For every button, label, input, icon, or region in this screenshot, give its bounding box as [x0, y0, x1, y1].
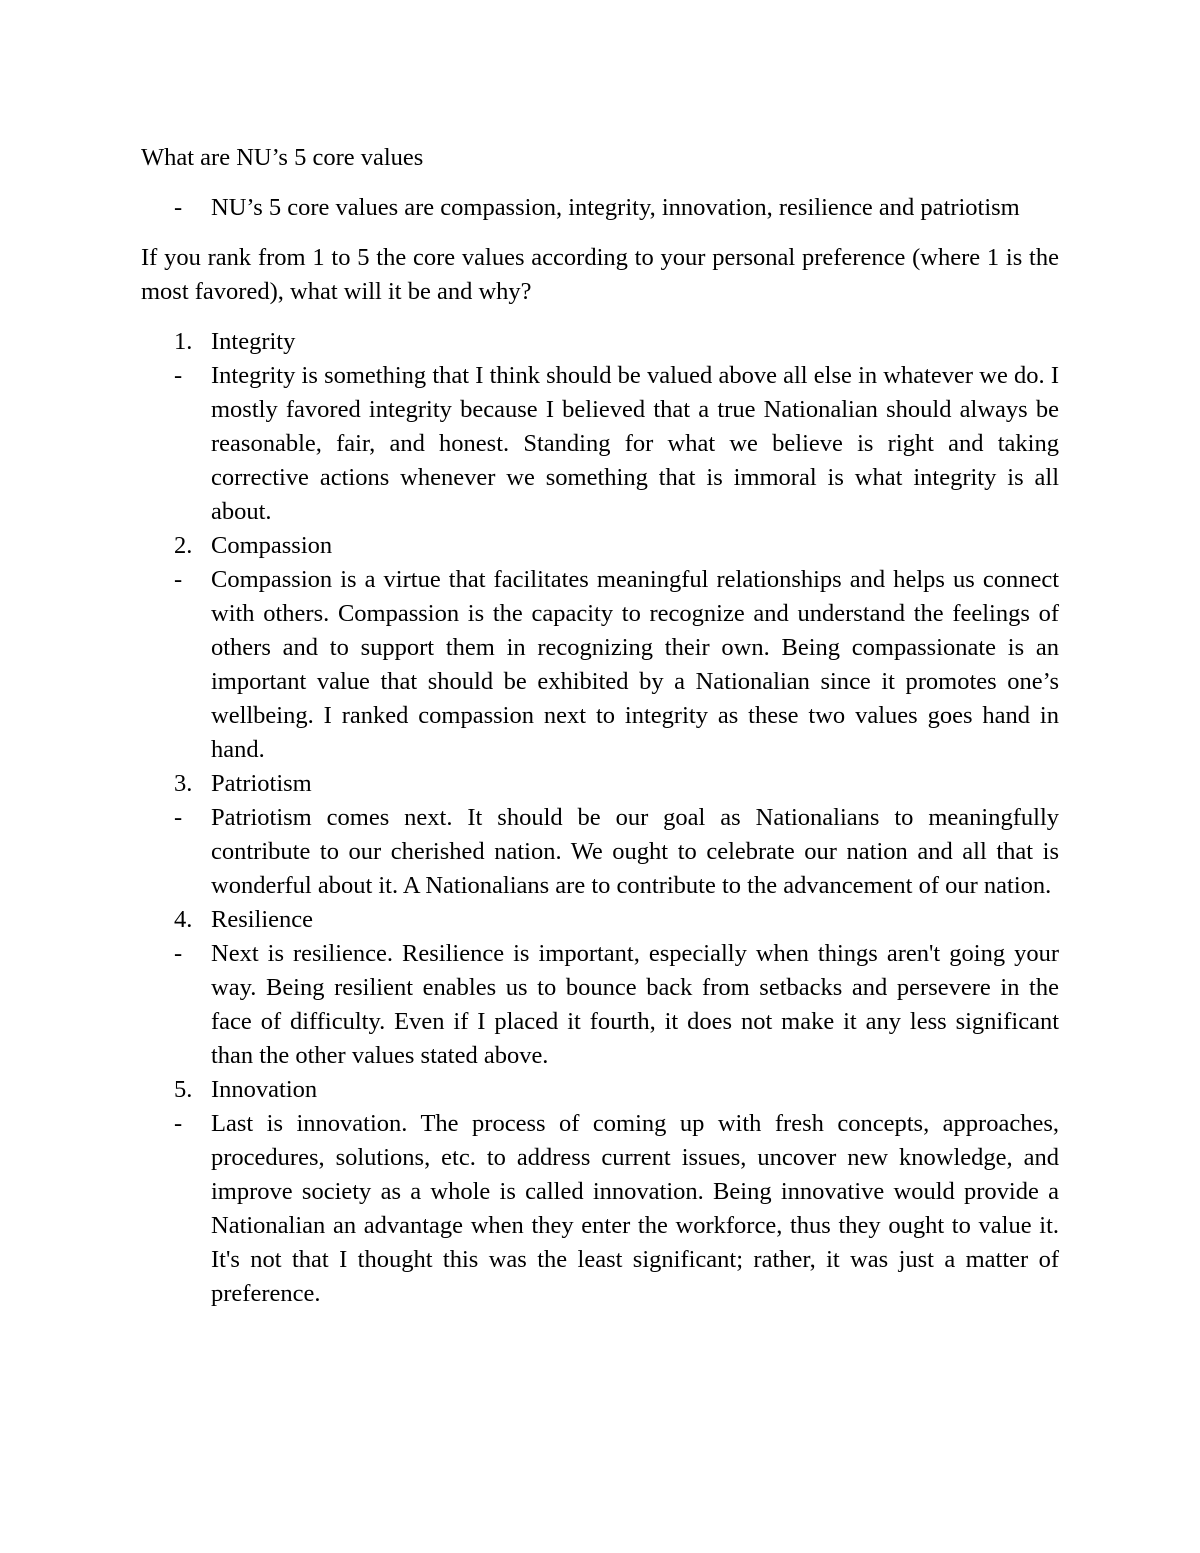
- ranked-value-title: [141, 1073, 1059, 1107]
- rank-number: 5.: [174, 1076, 193, 1103]
- rank-explanation-text: Compassion is a virtue that facilitates meaningful relationships and helps us connect with others. Compassion is the capacity to recognize and understand the feelings of others and to support them in recognizing their own. Being compassionate is an important value that should be exhibited by a Nationalian since it promotes one’s wellbeing. I ranked compassion next to integrity as these two values goes hand in hand.: [211, 566, 1059, 763]
- ranked-value-explanation: [141, 1107, 1059, 1311]
- dash-bullet: -: [174, 1110, 183, 1137]
- rank-number: 2.: [174, 532, 193, 559]
- ranked-value-explanation: [141, 801, 1059, 903]
- ranked-value-title: [141, 325, 1059, 359]
- ranked-value-explanation: [141, 937, 1059, 1073]
- question-1-text: What are NU’s 5 core values: [141, 144, 424, 171]
- rank-number: 3.: [174, 770, 193, 797]
- dash-bullet: -: [174, 804, 183, 831]
- ranked-values-list: [141, 325, 1059, 1311]
- rank-title-text: Patriotism: [211, 770, 312, 797]
- dash-bullet: -: [174, 566, 183, 593]
- rank-explanation-text: Next is resilience. Resilience is important, especially when things aren't going your way. Being resilient enables us to bounce back from setbacks and persevere in the face of difficulty. Even if I placed it fourth, it does not make it any less significant than the other values stated above.: [211, 940, 1059, 1069]
- ranked-value-title: [141, 767, 1059, 801]
- rank-explanation-text: Integrity is something that I think should be valued above all else in whatever we do. I mostly favored integrity because I believed that a true Nationalian should always be reasonable, fair, and honest. Standing for what we believe is right and taking corrective actions whenever we something that is immoral is what integrity is all about.: [211, 362, 1059, 525]
- rank-title-text: Integrity: [211, 328, 296, 355]
- rank-title-text: Innovation: [211, 1076, 318, 1103]
- ranked-value-title: [141, 903, 1059, 937]
- rank-number: 4.: [174, 906, 193, 933]
- dash-bullet: -: [174, 940, 183, 967]
- rank-number: 1.: [174, 328, 193, 355]
- rank-explanation-text: Last is innovation. The process of coming up with fresh concepts, approaches, procedures, solutions, etc. to address current issues, uncover new knowledge, and improve society as a whole is called innovation. Being innovative would provide a Nationalian an advantage when they enter the workforce, thus they ought to value it. It's not that I thought this was the least significant; rather, it was just a matter of preference.: [211, 1110, 1059, 1307]
- ranked-value-explanation: [141, 563, 1059, 767]
- rank-title-text: Compassion: [211, 532, 333, 559]
- ranked-value-title: [141, 529, 1059, 563]
- rank-title-text: Resilience: [211, 906, 314, 933]
- question-1-answer-text: NU’s 5 core values are compassion, integrity, innovation, resilience and patriotism: [211, 194, 1020, 221]
- question-2-text: If you rank from 1 to 5 the core values according to your personal preference (where 1 is the most favored), what will it be and why?: [141, 244, 1059, 305]
- question-1-answer-item: [141, 191, 1059, 225]
- rank-explanation-text: Patriotism comes next. It should be our goal as Nationalians to meaningfully contribute to our cherished nation. We ought to celebrate our nation and all that is wonderful about it. A Nationalians are to contribute to the advancement of our nation.: [211, 804, 1059, 899]
- ranked-value-explanation: [141, 359, 1059, 529]
- dash-bullet: -: [174, 362, 183, 389]
- document-body: [141, 141, 1059, 1311]
- dash-bullet: -: [174, 194, 183, 221]
